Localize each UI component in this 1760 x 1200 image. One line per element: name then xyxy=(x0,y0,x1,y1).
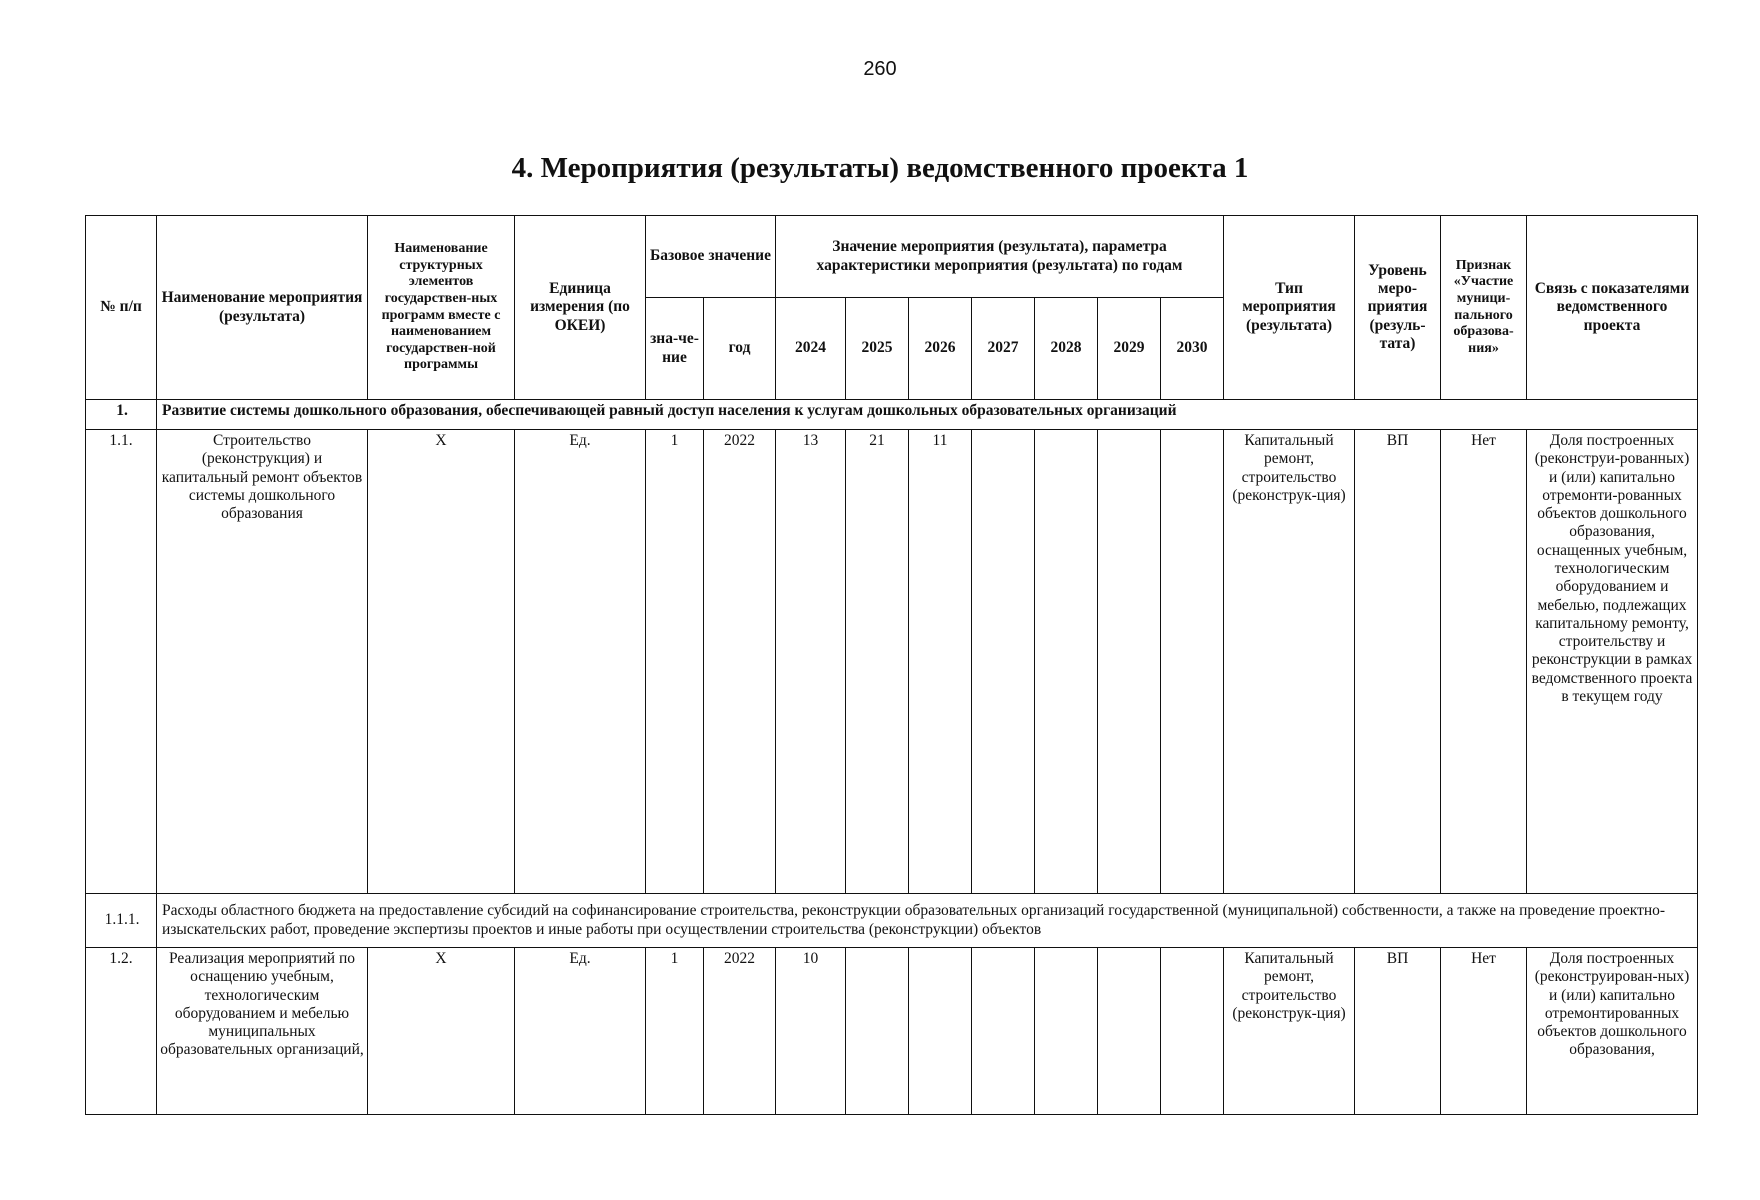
header-base-value: зна-че-ние xyxy=(646,298,704,400)
header-type: Тип мероприятия (результата) xyxy=(1224,216,1355,400)
header-num: № п/п xyxy=(86,216,157,400)
row-name: Строительство (реконструкция) и капитальный ремонт объектов системы дошкольного образования xyxy=(157,430,368,894)
section-row xyxy=(86,400,1698,430)
row-level: ВП xyxy=(1355,948,1441,1115)
row-value-2029 xyxy=(1098,430,1161,894)
header-values-by-year: Значение мероприятия (результата), параметра характеристики мероприятия (результата) по годам xyxy=(776,216,1224,298)
page-number: 260 xyxy=(863,58,897,80)
row-level: ВП xyxy=(1355,430,1441,894)
row-value-2027 xyxy=(972,430,1035,894)
row-base-year: 2022 xyxy=(704,948,776,1115)
row-value-2027 xyxy=(972,948,1035,1115)
row-struct: Х xyxy=(368,430,515,894)
row-value-2028 xyxy=(1035,948,1098,1115)
row-num: 1.1.1. xyxy=(86,894,157,948)
header-year-2027: 2027 xyxy=(972,298,1035,400)
header-struct: Наименование структурных элементов государствен-ных программ вместе с наименованием государствен-ной программы xyxy=(368,216,515,400)
header-level: Уровень меро-приятия (резуль-тата) xyxy=(1355,216,1441,400)
row-value-2025 xyxy=(846,948,909,1115)
header-link: Связь с показателями ведомственного проекта xyxy=(1527,216,1698,400)
header-year-2030: 2030 xyxy=(1161,298,1224,400)
row-base-value: 1 xyxy=(646,430,704,894)
row-unit: Ед. xyxy=(515,948,646,1115)
row-value-2030 xyxy=(1161,430,1224,894)
row-num: 1.1. xyxy=(86,430,157,894)
row-num: 1.2. xyxy=(86,948,157,1115)
row-value-2024: 13 xyxy=(776,430,846,894)
table-row xyxy=(86,894,1698,948)
header-unit: Единица измерения (по ОКЕИ) xyxy=(515,216,646,400)
row-value-2025: 21 xyxy=(846,430,909,894)
header-year-2024: 2024 xyxy=(776,298,846,400)
header-municipal: Признак «Участие муници-пального образова-ния» xyxy=(1441,216,1527,400)
row-municipal: Нет xyxy=(1441,430,1527,894)
row-link: Доля построенных (реконструи-рованных) и (или) капитально отремонти-рованных объектов дошкольного образования, оснащенных учебным, технологическим оборудованием и мебелью, подлежащих капитальному ремонту, строительству и реконструкции в рамках ведомственного проекта в текущем году xyxy=(1527,430,1698,894)
row-struct: Х xyxy=(368,948,515,1115)
row-link: Доля построенных (реконструирован-ных) и (или) капитально отремонтированных объектов дошкольного образования, xyxy=(1527,948,1698,1115)
header-base-year: год xyxy=(704,298,776,400)
events-table xyxy=(85,215,1698,1115)
header-year-2028: 2028 xyxy=(1035,298,1098,400)
row-value-2026 xyxy=(909,948,972,1115)
row-base-year: 2022 xyxy=(704,430,776,894)
row-value-2028 xyxy=(1035,430,1098,894)
row-type: Капитальный ремонт, строительство (реконструк-ция) xyxy=(1224,948,1355,1115)
header-year-2026: 2026 xyxy=(909,298,972,400)
section-num: 1. xyxy=(86,400,157,430)
row-text: Расходы областного бюджета на предоставление субсидий на софинансирование строительства, реконструкции образовательных организаций государственной (муниципальной) собственности, а также на проведение проектно-изыскательских работ, проведение экспертизы проектов и иные работы при осуществлении строительства (реконструкции) объектов xyxy=(157,894,1698,948)
row-type: Капитальный ремонт, строительство (реконструк-ция) xyxy=(1224,430,1355,894)
header-name: Наименование мероприятия (результата) xyxy=(157,216,368,400)
row-value-2026: 11 xyxy=(909,430,972,894)
table-row xyxy=(86,430,1698,894)
row-value-2030 xyxy=(1161,948,1224,1115)
header-year-2025: 2025 xyxy=(846,298,909,400)
row-base-value: 1 xyxy=(646,948,704,1115)
section-title: Развитие системы дошкольного образования, обеспечивающей равный доступ населения к услугам дошкольных образовательных организаций xyxy=(157,400,1698,430)
row-value-2024: 10 xyxy=(776,948,846,1115)
table-row xyxy=(86,948,1698,1115)
row-name: Реализация мероприятий по оснащению учебным, технологическим оборудованием и мебелью муниципальных образовательных организаций, xyxy=(157,948,368,1115)
row-value-2029 xyxy=(1098,948,1161,1115)
row-unit: Ед. xyxy=(515,430,646,894)
row-municipal: Нет xyxy=(1441,948,1527,1115)
header-year-2029: 2029 xyxy=(1098,298,1161,400)
header-base: Базовое значение xyxy=(646,216,776,298)
document-title: 4. Мероприятия (результаты) ведомственного проекта 1 xyxy=(511,152,1249,184)
